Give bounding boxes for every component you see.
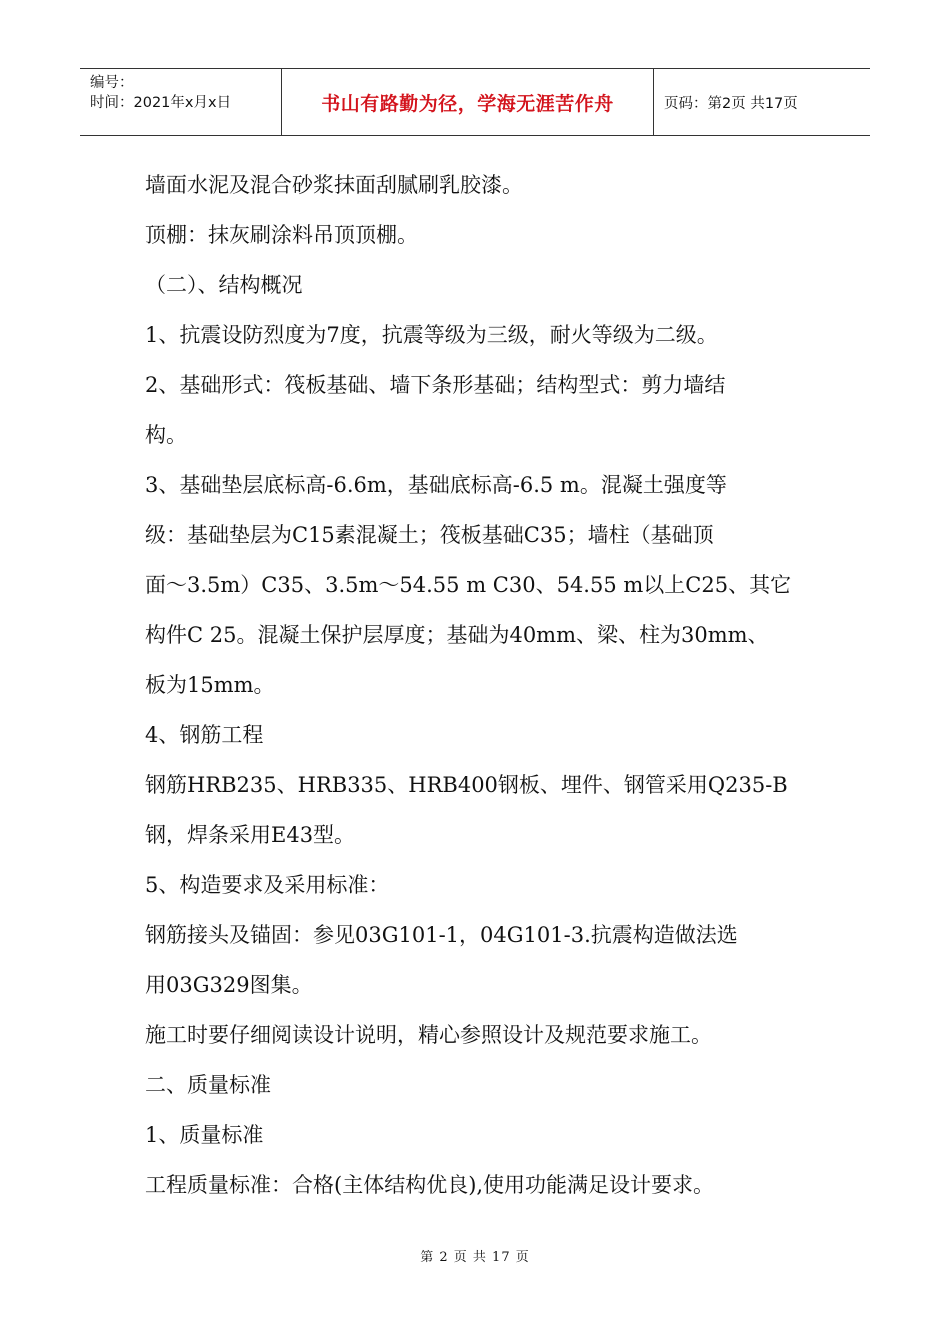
document-date-label: 时间：2021年x月x日 [90,95,232,111]
header-motto-cell [282,69,654,135]
body-line: 用03G329图集。 [145,973,313,997]
body-line: 面～3.5m）C35、3.5m～54.55 m C30、54.55 m以上C25、其它 [145,573,792,597]
document-number-label: 编号： [90,75,134,91]
body-line: 构件C 25。混凝土保护层厚度；基础为40mm、梁、柱为30mm、 [145,623,769,647]
header-page-cell [654,69,870,135]
header-page-info: 页码：第2页 共17页 [664,95,798,112]
section-heading: 5、构造要求及采用标准： [145,873,390,897]
body-line: 3、基础垫层底标高-6.6m，基础底标高-6.5 m。混凝土强度等 [145,473,727,497]
body-line: 钢，焊条采用E43型。 [145,823,356,847]
section-heading: （二）、结构概况 [145,273,303,297]
page-footer: 第 2 页 共 17 页 [420,1250,530,1265]
body-line: 墙面水泥及混合砂浆抹面刮腻刷乳胶漆。 [145,173,523,197]
header-motto: 书山有路勤为径，学海无涯苦作舟 [321,92,614,115]
body-line: 工程质量标准：合格(主体结构优良),使用功能满足设计要求。 [145,1173,715,1197]
body-line: 钢筋HRB235、HRB335、HRB400钢板、埋件、钢管采用Q235-B [145,773,788,797]
body-line: 2、基础形式：筏板基础、墙下条形基础；结构型式：剪力墙结 [145,373,726,397]
section-heading: 二、质量标准 [145,1073,271,1097]
section-heading: 1、质量标准 [145,1123,264,1147]
header-meta-cell [80,69,282,135]
body-line: 顶棚：抹灰刷涂料吊顶顶棚。 [145,223,418,247]
page-header [80,68,870,136]
body-line: 板为15mm。 [145,673,275,697]
body-line: 级：基础垫层为C15素混凝土；筏板基础C35；墙柱（基础顶 [145,523,714,547]
section-heading: 4、钢筋工程 [145,723,264,747]
body-line: 钢筋接头及锚固：参见03G101-1，04G101-3.抗震构造做法选 [145,923,738,947]
body-line: 施工时要仔细阅读设计说明，精心参照设计及规范要求施工。 [145,1023,712,1047]
body-line: 构。 [145,423,187,447]
document-body [145,160,810,1210]
body-line: 1、抗震设防烈度为7度，抗震等级为三级，耐火等级为二级。 [145,323,718,347]
